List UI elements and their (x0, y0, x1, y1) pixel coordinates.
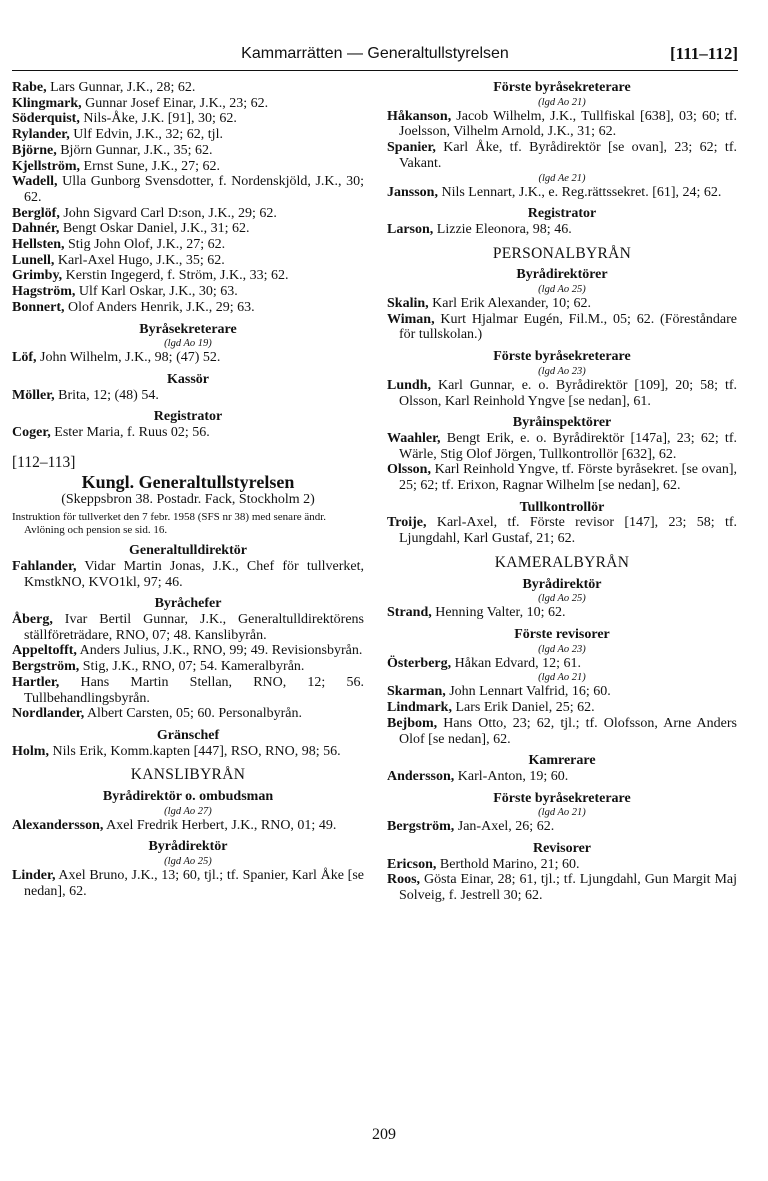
entry (12, 388, 364, 404)
entry-name: Spanier, (387, 140, 436, 156)
entry-details: Hans Otto, 23; 62, tjl.; tf. Olofsson, Arne Anders Olof [se nedan], 62. (399, 715, 737, 747)
page-number: 209 (372, 1126, 396, 1143)
entry-name: Olsson, (387, 462, 431, 478)
entry (12, 206, 364, 222)
entry (387, 431, 737, 462)
salary-grade-note: (lgd Ao 21) (538, 807, 586, 819)
entry-details: Ernst Sune, J.K., 27; 62. (80, 158, 221, 174)
section-heading: Registrator (153, 409, 223, 425)
entry-details: Nils Erik, Komm.kapten [447], RSO, RNO, 98; 56. (48, 743, 341, 759)
instruction-note: Instruktion för tullverket den 7 febr. 1958 (SFS nr 38) med senare ändr. (12, 511, 327, 524)
entry (387, 140, 737, 171)
entry-name: Holm, (12, 743, 49, 759)
salary-grade-note: (lgd Ao 19) (164, 338, 212, 350)
entry-details: Hans Martin Stellan, RNO, 12; 56. Tullbehandlingsbyrån. (24, 674, 364, 706)
entry-name: Skalin, (387, 296, 429, 312)
section-heading: Förste byråsekreterare (493, 790, 631, 806)
salary-grade-note: (lgd Ao 27) (164, 805, 212, 817)
entry-details: Lars Gunnar, J.K., 28; 62. (46, 80, 196, 95)
entry (387, 185, 737, 201)
section-heading: Registrator (527, 206, 597, 222)
entry (387, 515, 737, 546)
entry-name: Hartler, (12, 674, 60, 690)
entry (387, 656, 737, 672)
entry-details: Jacob Wilhelm, J.K., Tullfiskal [638], 03; 60; tf. Joelsson, Vilhelm Arnold, J.K., 31; 62. (399, 108, 737, 140)
entry-name: Troije, (387, 515, 427, 531)
entry-details: Karl Erik Alexander, 10; 62. (428, 296, 591, 312)
entry-details: Olof Anders Henrik, J.K., 29; 63. (64, 299, 255, 315)
section-heading: Byrådirektör o. ombudsman (102, 789, 274, 805)
entry-details: Karl Gunnar, e. o. Byrådirektör [109], 20; 58; tf. Olsson, Karl Reinhold Yngve [se nedan], 61. (399, 377, 737, 409)
entry-details: Henning Valter, 10; 62. (431, 605, 566, 621)
entry (12, 111, 364, 127)
entry-name: Österberg, (387, 655, 452, 671)
entry-details: Ulla Gunborg Svensdotter, f. Nordenskjöld, J.K., 30; 62. (24, 174, 364, 205)
entry (12, 174, 364, 205)
entry-name: Bejbom, (387, 715, 438, 731)
entry (12, 96, 364, 112)
entry-details: Karl-Axel Hugo, J.K., 35; 62. (54, 252, 225, 268)
section-heading: Byrådirektörer (516, 267, 608, 283)
section-heading: Förste byråsekreterare (493, 80, 631, 95)
entry-name: Coger, (12, 425, 51, 441)
entry (12, 868, 364, 899)
section-heading: Byråinspektörer (512, 415, 612, 431)
left-column (12, 80, 364, 900)
section-heading: Byråchefer (154, 596, 222, 612)
section-reference: [112–113] (12, 453, 76, 471)
entry-details: Vidar Martin Jonas, J.K., Chef för tullverket, KmstkNO, KVO1kl, 97; 46. (24, 558, 364, 590)
entry-details: John Wilhelm, J.K., 98; (47) 52. (36, 350, 221, 366)
entry (387, 716, 737, 747)
entry-details: Håkan Edvard, 12; 61. (451, 655, 582, 671)
entry (387, 857, 737, 873)
entry-details: Stig, J.K., RNO, 07; 54. Kameralbyrån. (79, 659, 305, 675)
entry-name: Rabe, (12, 80, 47, 95)
entry-name: Bergström, (387, 819, 455, 835)
entry (12, 127, 364, 143)
section-heading: Byrådirektör (522, 576, 602, 592)
entry-name: Söderquist, (12, 111, 80, 127)
entry-details: Axel Bruno, J.K., 13; 60, tjl.; tf. Spanier, Karl Åke [se nedan], 62. (24, 868, 364, 899)
entry-name: Larson, (387, 221, 434, 237)
entry-details: Anders Julius, J.K., RNO, 99; 49. Revisionsbyrån. (76, 643, 363, 659)
entry-details: Ulf Karl Oskar, J.K., 30; 63. (75, 284, 238, 300)
entry (12, 237, 364, 253)
entry-name: Lundh, (387, 377, 431, 393)
entry-details: Nils-Åke, J.K. [91], 30; 62. (79, 111, 237, 127)
entry-details: Albert Carsten, 05; 60. Personalbyrån. (84, 706, 302, 722)
entry-details: Kurt Hjalmar Eugén, Fil.M., 05; 62. (Föreståndare för tullskolan.) (399, 311, 737, 343)
entry-name: Möller, (12, 387, 55, 403)
entry-details: Karl Reinhold Yngve, tf. Förste byråsekret. [se ovan], 25; 62; tf. Erixon, Ragnar Wilhelm [se nedan], 62. (399, 462, 737, 494)
entry-details: Björn Gunnar, J.K., 35; 62. (56, 142, 213, 158)
entry-name: Grimby, (12, 268, 63, 284)
entry-details: Ester Maria, f. Ruus 02; 56. (50, 425, 210, 441)
entry-name: Lunell, (12, 252, 55, 268)
entry-name: Löf, (12, 350, 37, 366)
section-heading: Kamrerare (528, 753, 596, 769)
entry (387, 222, 737, 238)
entry-details: Ulf Edvin, J.K., 32; 62, tjl. (69, 127, 223, 143)
entry (12, 350, 364, 366)
entry-name: Wadell, (12, 174, 58, 190)
entry (12, 643, 364, 659)
salary-grade-note: (lgd Ao 25) (538, 284, 586, 296)
entry-details: Karl-Axel, tf. Förste revisor [147], 23; 58; tf. Ljungdahl, Karl Gustaf, 21; 62. (399, 515, 737, 547)
section-heading: Förste byråsekreterare (493, 349, 631, 365)
entry-name: Ericson, (387, 856, 437, 872)
entry-name: Åberg, (12, 611, 53, 627)
section-heading: Kassör (167, 371, 209, 387)
entry-details: John Sigvard Carl D:son, J.K., 29; 62. (59, 205, 277, 221)
section-heading: Gränschef (156, 727, 220, 743)
entry-details: Karl-Anton, 19; 60. (454, 768, 569, 784)
entry (12, 612, 364, 643)
header-title: Kammarrätten — Generaltullstyrelsen (241, 45, 509, 62)
entry (12, 675, 364, 706)
entry-name: Andersson, (387, 768, 455, 784)
entry-name: Wiman, (387, 311, 435, 327)
section-heading: Byråsekreterare (139, 321, 237, 337)
entry-details: Jan-Axel, 26; 62. (454, 819, 555, 835)
entry-details: Nils Lennart, J.K., e. Reg.rättssekret. [61], 24; 62. (437, 184, 722, 200)
entry-details: Bengt Oskar Daniel, J.K., 31; 62. (59, 221, 250, 237)
entry (12, 284, 364, 300)
salary-grade-note: (lgd Ao 25) (538, 593, 586, 605)
entry (12, 559, 364, 590)
entry-details: Karl Åke, tf. Byrådirektör [se ovan], 23; 62; tf. Vakant. (399, 140, 737, 171)
entry (12, 159, 364, 175)
entry-name: Hagström, (12, 284, 76, 300)
entry (12, 425, 364, 441)
entry (12, 300, 364, 316)
entry-name: Berglöf, (12, 205, 60, 221)
section-heading: Byrådirektör (148, 839, 228, 855)
entry-name: Klingmark, (12, 95, 82, 111)
entry-details: Brita, 12; (48) 54. (54, 387, 159, 403)
entry (12, 659, 364, 675)
entry (12, 744, 364, 760)
entry-details: John Lennart Valfrid, 16; 60. (445, 684, 611, 700)
entry-name: Håkanson, (387, 108, 452, 124)
entry (12, 253, 364, 269)
entry-details: Gunnar Josef Einar, J.K., 23; 62. (81, 95, 269, 111)
entry (387, 769, 737, 785)
section-heading: Revisorer (532, 841, 592, 857)
entry-details: Kerstin Ingegerd, f. Ström, J.K., 33; 62. (62, 268, 289, 284)
agency-address: (Skeppsbron 38. Postadr. Fack, Stockholm 2) (61, 492, 315, 508)
entry-name: Nordlander, (12, 706, 85, 722)
salary-grade-note: (lgd Ao 23) (538, 365, 586, 377)
entry-details: Bengt Erik, e. o. Byrådirektör [147a], 23; 62; tf. Wärle, Stig Olof Jörgen, Tullkontrollör [632], 62. (399, 430, 737, 462)
entry (12, 818, 364, 834)
entry-details: Axel Fredrik Herbert, J.K., RNO, 01; 49. (103, 817, 337, 833)
entry-details: Berthold Marino, 21; 60. (436, 856, 580, 872)
section-heading: Tullkontrollör (519, 499, 605, 515)
entry-name: Hellsten, (12, 237, 65, 253)
department-heading: KANSLIBYRÅN (130, 766, 246, 784)
entry (387, 378, 737, 409)
entry-name: Waahler, (387, 430, 441, 446)
entry (12, 143, 364, 159)
entry-name: Bergström, (12, 659, 80, 675)
entry (387, 312, 737, 343)
entry-details: Ivar Bertil Gunnar, J.K., Generaltulldirektörens ställföreträdare, RNO, 07; 48. Kanslibyrån. (24, 611, 364, 643)
entry-name: Kjellström, (12, 158, 81, 174)
entry-name: Roos, (387, 872, 421, 888)
entry-name: Jansson, (387, 184, 438, 200)
entry (387, 872, 737, 903)
entry (387, 462, 737, 493)
department-heading: PERSONALBYRÅN (492, 244, 632, 262)
entry (12, 221, 364, 237)
salary-grade-note: (lgd Ao 23) (538, 643, 586, 655)
entry (387, 605, 737, 621)
entry-details: Stig John Olof, J.K., 27; 62. (64, 237, 226, 253)
entry-name: Linder, (12, 868, 56, 884)
entry-name: Bonnert, (12, 299, 65, 315)
entry-details: Lizzie Eleonora, 98; 46. (433, 221, 572, 237)
entry (387, 109, 737, 140)
entry (387, 700, 737, 716)
section-heading: Förste revisorer (514, 626, 610, 642)
entry (387, 684, 737, 700)
header-page-range: [111–112] (669, 44, 738, 63)
entry-details: Lars Erik Daniel, 25; 62. (451, 700, 595, 716)
entry-name: Rylander, (12, 127, 70, 143)
salary-grade-note: (lgd Ao 21) (538, 96, 586, 108)
entry (387, 296, 737, 312)
entry (387, 819, 737, 835)
entry-name: Skarman, (387, 684, 446, 700)
department-heading: KAMERALBYRÅN (494, 553, 630, 571)
agency-title: Kungl. Generaltullstyrelsen (81, 472, 295, 493)
entry-name: Alexandersson, (12, 817, 104, 833)
pension-note: Avlöning och pension se sid. 16. (24, 524, 168, 537)
entry-name: Strand, (387, 605, 432, 621)
entry-name: Björne, (12, 142, 57, 158)
running-header (12, 44, 738, 71)
salary-grade-note: (lgd Ae 21) (538, 172, 586, 184)
section-heading: Generaltulldirektör (129, 543, 247, 559)
entry-name: Fahlander, (12, 558, 77, 574)
right-column (387, 80, 737, 904)
entry-name: Lindmark, (387, 700, 452, 716)
entry-details: Gösta Einar, 28; 61, tjl.; tf. Ljungdahl, Gun Margit Maj Solveig, f. Jestrell 30; 62. (399, 872, 737, 904)
entry-name: Appeltofft, (12, 643, 77, 659)
salary-grade-note: (lgd Ao 21) (538, 672, 586, 684)
entry (12, 80, 364, 96)
entry (12, 268, 364, 284)
entry-name: Dahnér, (12, 221, 60, 237)
entry (12, 706, 364, 722)
salary-grade-note: (lgd Ao 25) (164, 856, 212, 868)
